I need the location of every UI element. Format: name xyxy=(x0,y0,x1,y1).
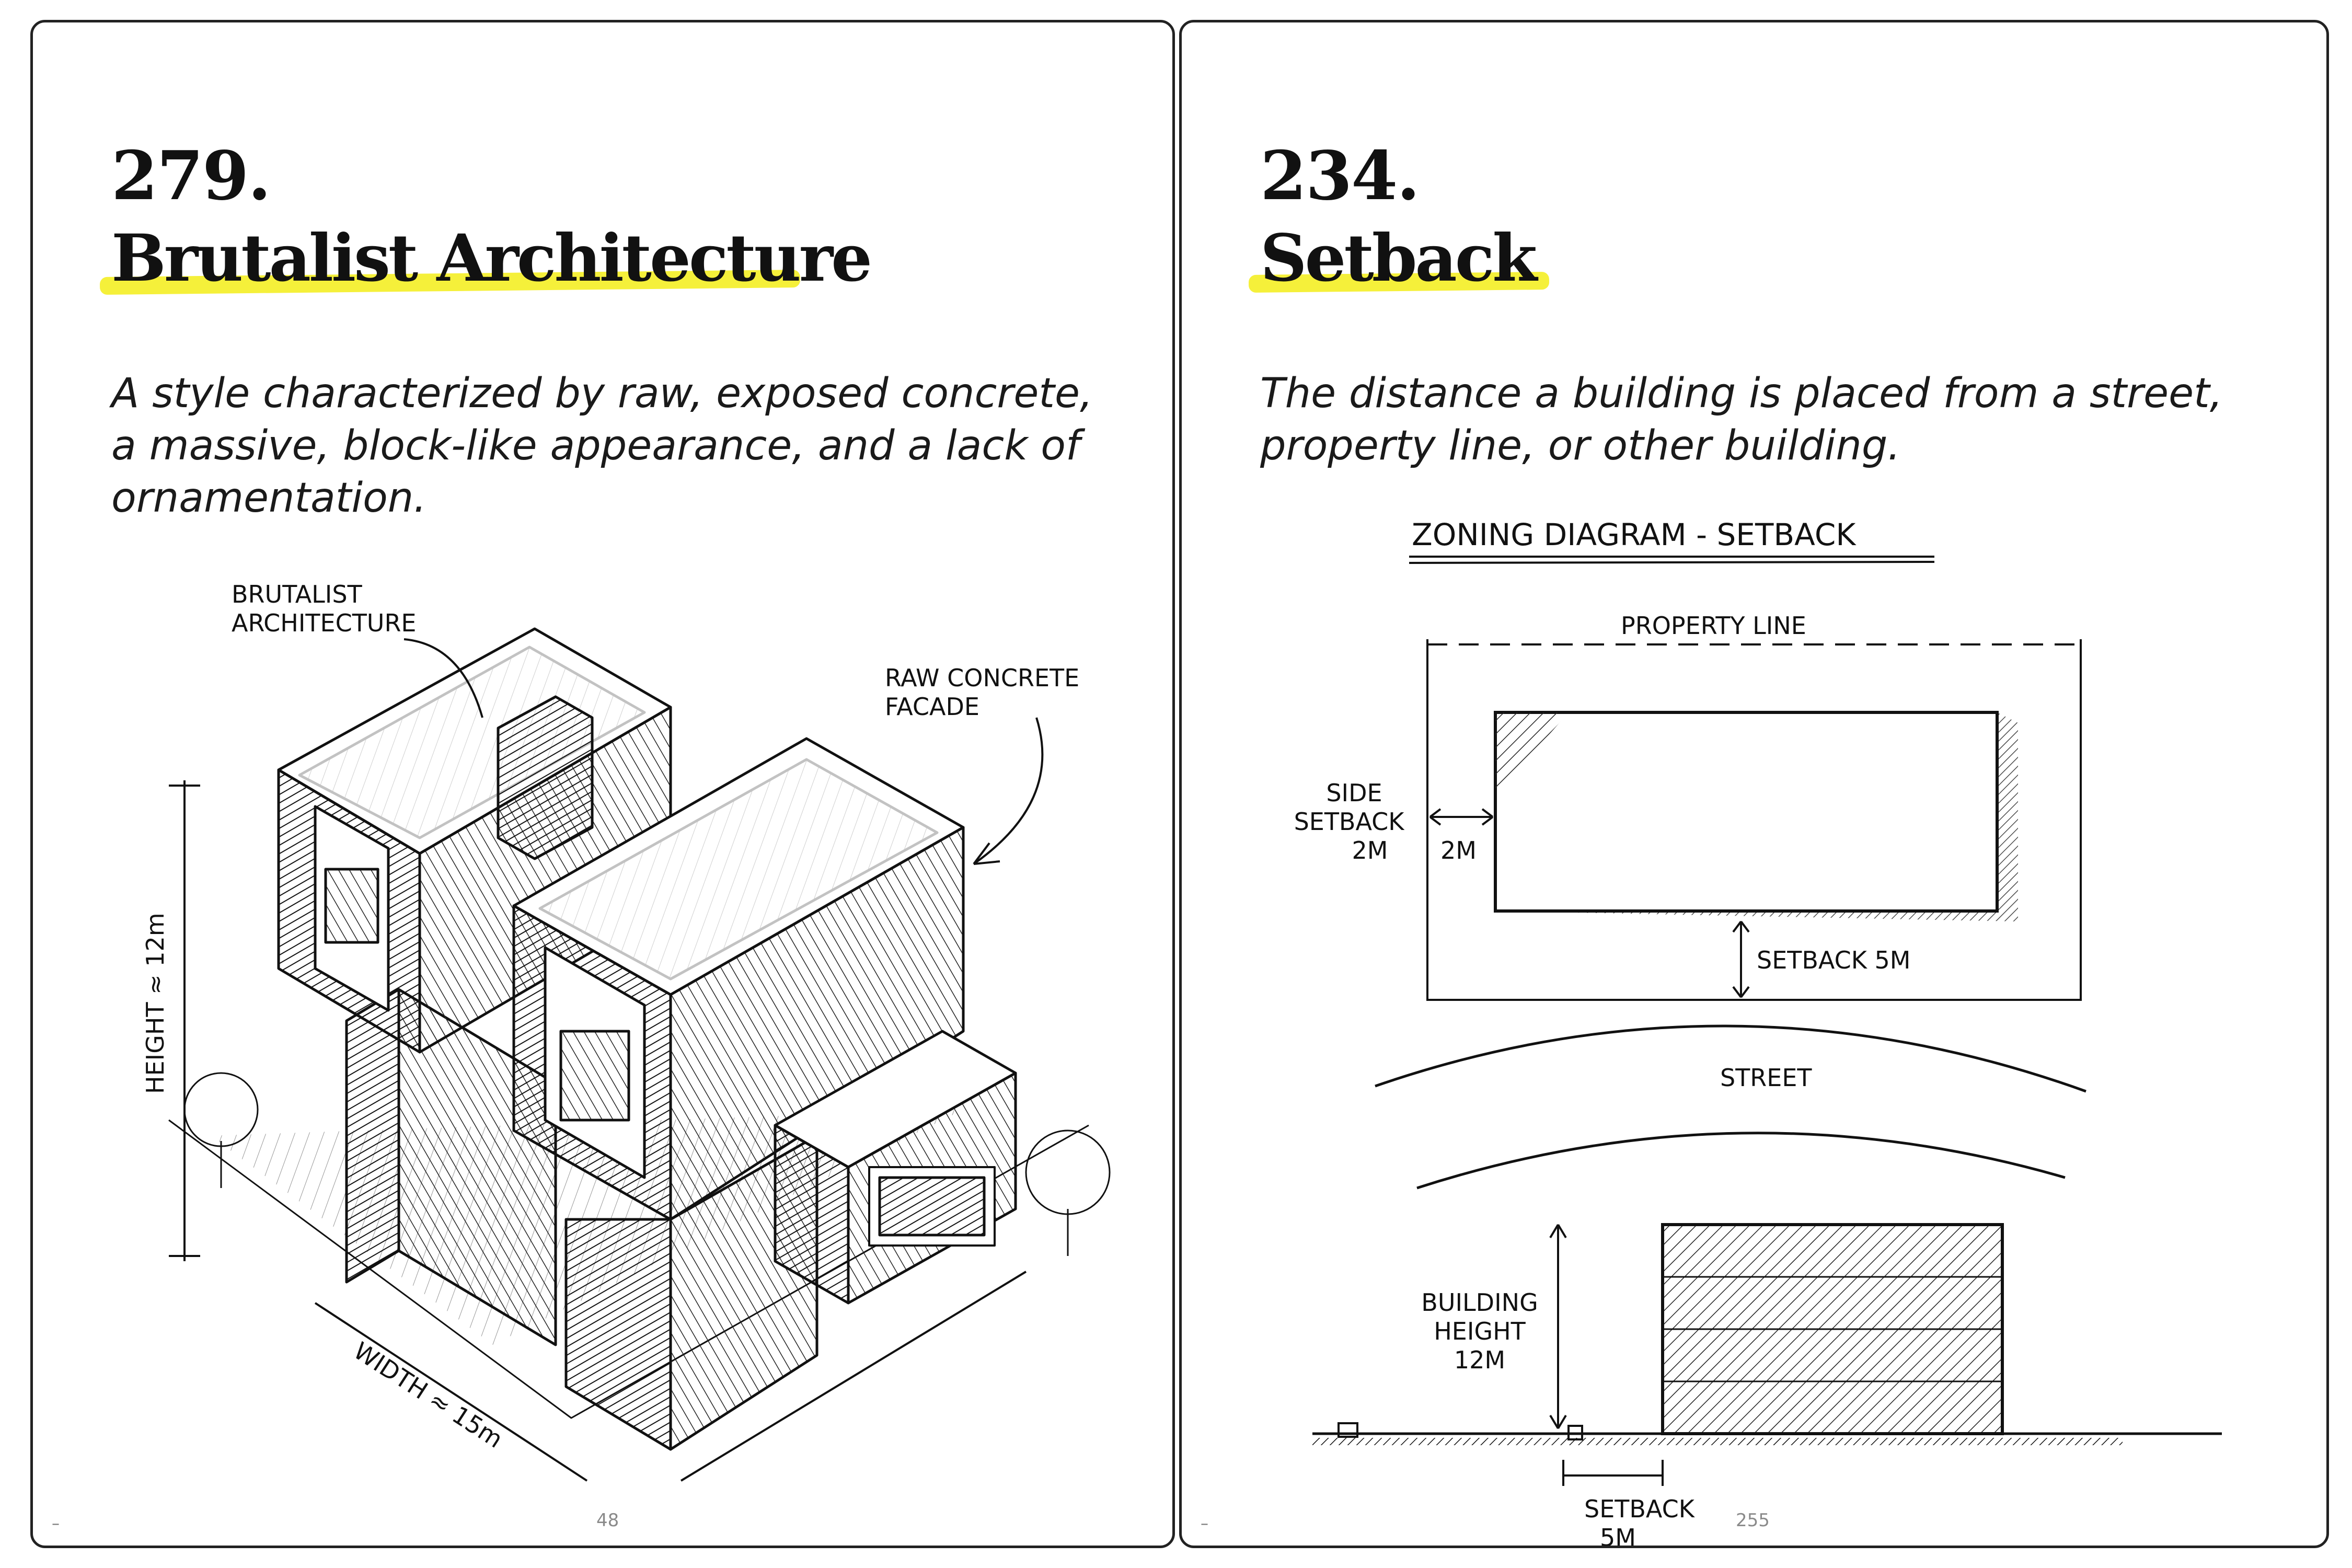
page-number: 255 xyxy=(1736,1510,1770,1531)
definition: The distance a building is placed from a street, property line, or other building. xyxy=(1260,370,2223,469)
page-number: 48 xyxy=(596,1510,619,1531)
side-gap-label: 2M xyxy=(1440,836,1477,864)
sketch-label-facade: FACADE xyxy=(885,693,979,721)
sketch-label-height: HEIGHT ≈ 12m xyxy=(141,913,169,1094)
corner-mark: – xyxy=(1201,1515,1208,1533)
left-page xyxy=(30,20,1175,1548)
building-height-label-1: BUILDING xyxy=(1421,1288,1538,1317)
entry-number: 234. xyxy=(1260,137,1419,215)
sketch-label-brutalist: BRUTALIST xyxy=(232,580,362,608)
brutalist-sketch xyxy=(127,561,1120,1517)
corner-mark: – xyxy=(52,1515,60,1533)
bottom-setback-label-1: SETBACK xyxy=(1584,1495,1694,1523)
front-setback-label: SETBACK 5M xyxy=(1757,946,1911,974)
right-page xyxy=(1179,20,2329,1548)
bottom-setback-label-2: 5M xyxy=(1600,1524,1636,1549)
sketch-label-architecture: ARCHITECTURE xyxy=(232,609,417,637)
side-setback-label-2: SETBACK xyxy=(1294,808,1404,836)
sketch-label-width: WIDTH ≈ 15m xyxy=(349,1336,508,1454)
definition: A style characterized by raw, exposed concrete, a massive, block-like appearance, and a lack of ornamentation. xyxy=(111,370,1093,522)
term-title: Brutalist Architecture xyxy=(111,221,871,296)
side-setback-label-1: SIDE xyxy=(1326,779,1382,807)
side-setback-label-3: 2M xyxy=(1352,836,1388,864)
street-label: STREET xyxy=(1720,1064,1812,1092)
property-line-label: PROPERTY LINE xyxy=(1621,612,1806,640)
term-title: Setback xyxy=(1260,221,1536,296)
building-height-label-2: HEIGHT xyxy=(1434,1317,1526,1345)
setback-diagram xyxy=(1260,503,2279,1548)
sketch-label-raw-concrete: RAW CONCRETE xyxy=(885,664,1080,692)
building-height-label-3: 12M xyxy=(1454,1346,1506,1374)
diagram-title: ZONING DIAGRAM - SETBACK xyxy=(1412,517,1856,552)
entry-number: 279. xyxy=(111,137,270,215)
